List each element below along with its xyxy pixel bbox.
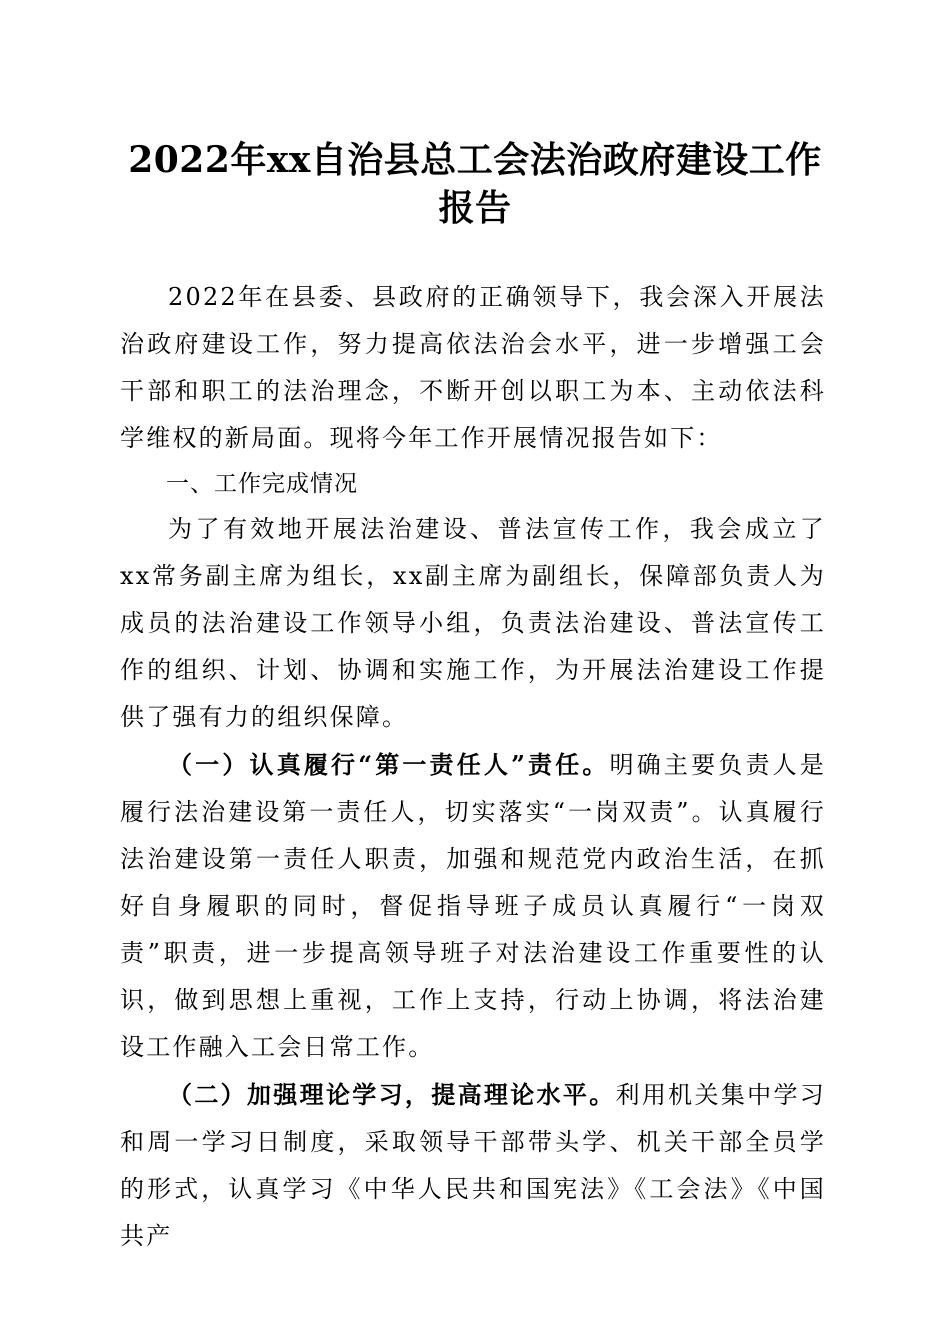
intro-paragraph: 2022年在县委、县政府的正确领导下，我会深入开展法治政府建设工作，努力提高依法治会水平，进一步增强工会干部和职工的法治理念，不断开创以职工为本、主动依法科学维权的新局面。现将今年工作开展情况报告如下： xyxy=(120,283,826,452)
item-2-text: 利用机关集中学习和周一学习日制度，采取领导干部带头学、机关干部全员学的形式，认真学习《中华人民共和国宪法》《工会法》《中国共产 xyxy=(120,1081,826,1250)
item-2-paragraph xyxy=(120,1071,826,1260)
item-1-paragraph xyxy=(120,741,826,1071)
item-1-text: 明确主要负责人是履行法治建设第一责任人，切实落实“一岗双责”。认真履行法治建设第一责任人职责，加强和规范党内政治生活，在抓好自身履职的同时，督促指导班子成员认真履行“一岗双责”职责，进一步提高领导班子对法治建设工作重要性的认识，做到思想上重视，工作上支持，行动上协调，将法治建设工作融入工会日常工作。 xyxy=(120,751,826,1061)
item-2-lead: （二）加强理论学习，提高理论水平。 xyxy=(168,1080,616,1109)
section-heading-1: 一、工作完成情况 xyxy=(166,471,358,497)
section1-paragraph: 为了有效地开展法治建设、普法宣传工作，我会成立了xx常务副主席为组长，xx副主席为副组长，保障部负责人为成员的法治建设工作领导小组，负责法治建设、普法宣传工作的组织、计划、协调和实施工作，为开展法治建设工作提供了强有力的组织保障。 xyxy=(120,515,826,731)
document-title: 2022年xx自治县总工会法治政府建设工作报告 xyxy=(128,139,822,229)
document-body xyxy=(120,274,826,1260)
item-1-lead: （一）认真履行“第一责任人”责任。 xyxy=(168,750,610,779)
